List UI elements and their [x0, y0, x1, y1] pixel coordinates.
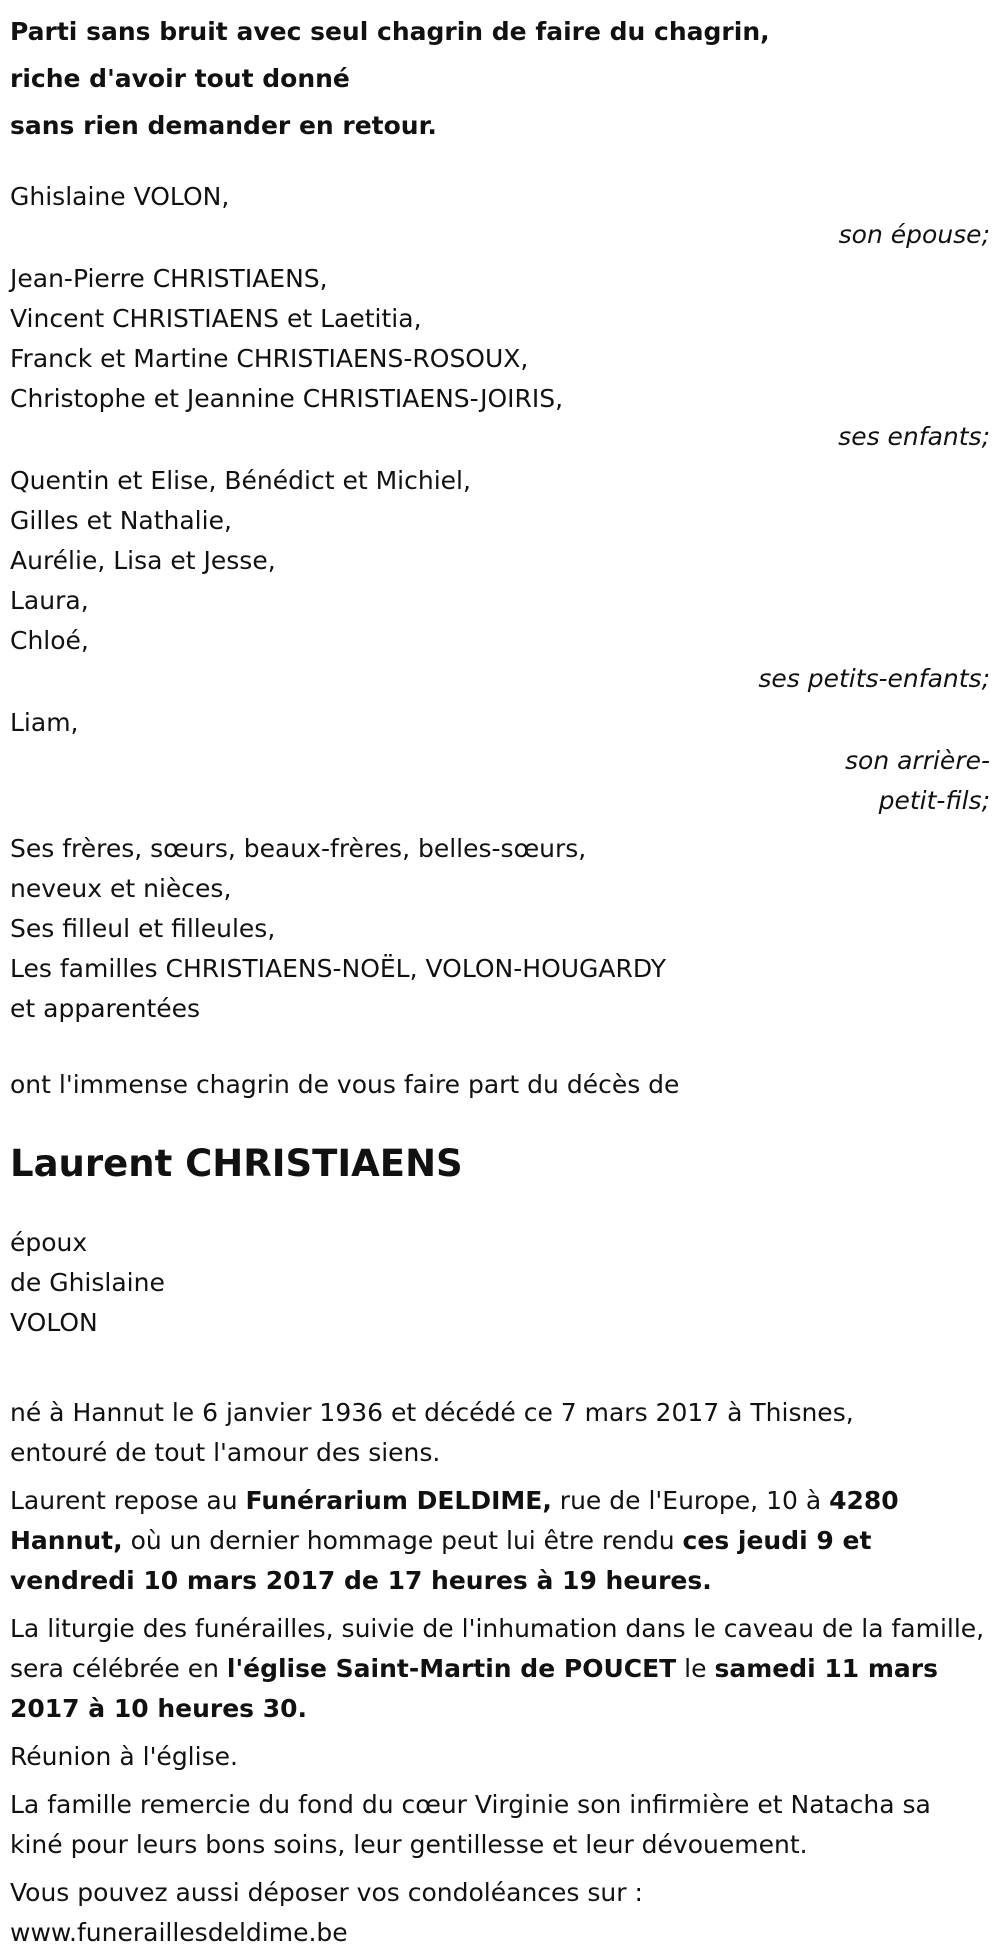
family-group-grandchildren: [10, 461, 990, 699]
relation-label: son arrière- petit-fils;: [845, 746, 990, 815]
epitaph-line: sans rien demander en retour.: [10, 111, 437, 140]
announcement-text: ont l'immense chagrin de vous faire part du décès de: [10, 1070, 680, 1099]
epitaph-line: riche d'avoir tout donné: [10, 64, 350, 93]
family-member: Jean-Pierre CHRISTIAENS,: [10, 264, 328, 293]
family-member: Aurélie, Lisa et Jesse,: [10, 546, 276, 575]
condolences-website-link[interactable]: www.funeraillesdeldime.be: [10, 1918, 348, 1947]
family-group-great-grandchildren: [10, 703, 990, 821]
family-member: Gilles et Nathalie,: [10, 506, 232, 535]
family-member: Ghislaine VOLON,: [10, 182, 230, 211]
family-member: Quentin et Elise, Bénédict et Michiel,: [10, 466, 471, 495]
family-member: et apparentées: [10, 994, 201, 1023]
relation-label: ses petits-enfants;: [758, 664, 990, 693]
family-group-spouse: [10, 177, 990, 255]
thanks-text: La famille remercie du fond du cœur Virginie son infirmière et Natacha sa kiné pour leurs bons soins, leur gentillesse et leur dévouement.: [10, 1790, 931, 1859]
family-member: Christophe et Jeannine CHRISTIAENS-JOIRIS,: [10, 384, 564, 413]
family-group-children: [10, 259, 990, 457]
spouse-of: époux de Ghislaine VOLON: [10, 1228, 165, 1337]
relation-label: son épouse;: [838, 220, 990, 249]
family-list: [10, 177, 990, 1029]
birth-death-info: né à Hannut le 6 janvier 1936 et décédé ce 7 mars 2017 à Thisnes, entouré de tout l'amour des siens.: [10, 1398, 854, 1467]
deceased-name: Laurent CHRISTIAENS: [10, 1142, 463, 1185]
family-member: Les familles CHRISTIAENS-NOËL, VOLON-HOUGARDY: [10, 954, 667, 983]
meeting-info: Réunion à l'église.: [10, 1742, 238, 1771]
family-member: Liam,: [10, 708, 79, 737]
condolences-info: Vous pouvez aussi déposer vos condoléances sur : www.funeraillesdeldime.be: [10, 1873, 990, 1953]
family-member: Chloé,: [10, 626, 89, 655]
family-member: Laura,: [10, 586, 89, 615]
epitaph-line: Parti sans bruit avec seul chagrin de faire du chagrin,: [10, 17, 770, 46]
family-member: Ses frères, sœurs, beaux-frères, belles-sœurs,: [10, 834, 587, 863]
family-member: Vincent CHRISTIAENS et Laetitia,: [10, 304, 422, 333]
visitation-info: Laurent repose au Funérarium DELDIME, rue de l'Europe, 10 à 4280 Hannut, où un dernier hommage peut lui être rendu ces jeudi 9 et vendredi 10 mars 2017 de 17 heures à 19 heures.: [10, 1486, 899, 1595]
family-member: Ses filleul et filleules,: [10, 914, 276, 943]
family-member: Franck et Martine CHRISTIAENS-ROSOUX,: [10, 344, 529, 373]
funeral-service-info: La liturgie des funérailles, suivie de l'inhumation dans le caveau de la famille, sera célébrée en l'église Saint-Martin de POUCET le samedi 11 mars 2017 à 10 heures 30.: [10, 1614, 985, 1723]
extended-family: [10, 829, 990, 1029]
epitaph: [10, 0, 990, 149]
family-member: neveux et nièces,: [10, 874, 232, 903]
relation-label: ses enfants;: [838, 422, 990, 451]
